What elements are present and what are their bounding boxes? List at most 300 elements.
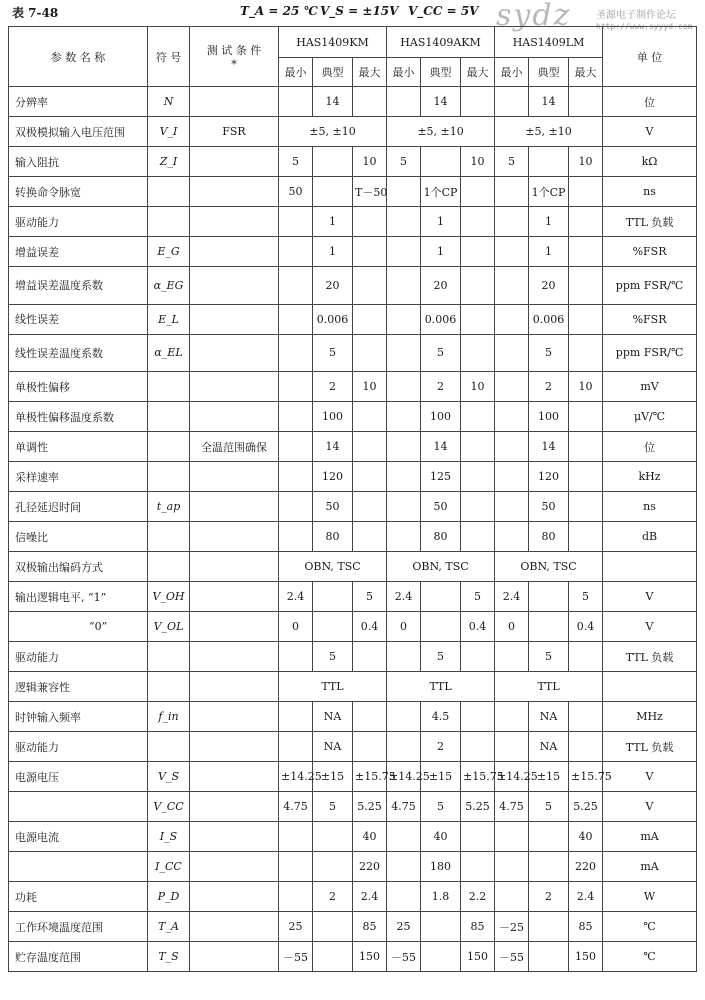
value-cell-akm-typ: 14 (421, 87, 461, 117)
value-cell-km-typ (313, 612, 353, 642)
value-cell-km-typ (313, 822, 353, 852)
value-cell-lm-typ (529, 612, 569, 642)
table-row (9, 147, 697, 177)
value-cell-lm-max (569, 267, 603, 305)
test-condition-cell (190, 334, 279, 372)
value-cell-akm-max: 85 (461, 912, 495, 942)
value-cell-akm-typ: 1 (421, 207, 461, 237)
table-row (9, 612, 697, 642)
value-cell-lm-typ: 1 (529, 207, 569, 237)
value-cell-akm-min (387, 882, 421, 912)
value-cell-km-min (279, 87, 313, 117)
table-row (9, 267, 697, 305)
test-condition-label: 测 试 条 件 (206, 44, 262, 57)
value-cell-lm-max (569, 207, 603, 237)
value-cell-akm-typ: 40 (421, 822, 461, 852)
value-cell-lm-max (569, 334, 603, 372)
value-cell-km-typ: NA (313, 732, 353, 762)
table-row (9, 87, 697, 117)
value-cell-lm-typ (529, 582, 569, 612)
unit-cell: V (603, 762, 697, 792)
unit-cell: mA (603, 822, 697, 852)
value-cell-km-typ: 1 (313, 237, 353, 267)
value-cell-km-max (353, 304, 387, 334)
table-row (9, 882, 697, 912)
value-cell-akm: OBN, TSC (387, 552, 495, 582)
value-cell-akm-max (461, 732, 495, 762)
value-cell-akm-min: 2.4 (387, 582, 421, 612)
value-cell-km-typ: ±15 (313, 762, 353, 792)
table-row (9, 304, 697, 334)
value-cell-lm-typ: 100 (529, 402, 569, 432)
header-row-models (9, 27, 697, 58)
value-cell-km-max (353, 462, 387, 492)
unit-cell: MHz (603, 702, 697, 732)
table-row (9, 492, 697, 522)
table-row (9, 334, 697, 372)
value-cell-akm-max: 5 (461, 582, 495, 612)
value-cell-km-min (279, 304, 313, 334)
value-cell-lm-typ: 14 (529, 432, 569, 462)
symbol-cell (148, 432, 190, 462)
value-cell-km-typ: 14 (313, 87, 353, 117)
value-cell-akm-max (461, 207, 495, 237)
value-cell-lm-typ: 1 (529, 237, 569, 267)
value-cell-lm-min: 5 (495, 147, 529, 177)
table-row (9, 522, 697, 552)
value-cell-akm-typ (421, 147, 461, 177)
value-cell-akm-typ: 14 (421, 432, 461, 462)
param-name-cell: 驱动能力 (9, 642, 148, 672)
table-row (9, 462, 697, 492)
value-cell-km-typ: 120 (313, 462, 353, 492)
value-cell-akm-max (461, 87, 495, 117)
value-cell-lm-typ: 5 (529, 792, 569, 822)
value-cell-km-max (353, 237, 387, 267)
param-name-cell: 功耗 (9, 882, 148, 912)
value-cell-lm-typ: NA (529, 702, 569, 732)
symbol-cell (148, 402, 190, 432)
test-condition-cell (190, 582, 279, 612)
value-cell-km-min: －55 (279, 942, 313, 972)
param-name-cell: 驱动能力 (9, 732, 148, 762)
unit-cell: V (603, 582, 697, 612)
value-cell-akm-typ: 5 (421, 334, 461, 372)
table-row (9, 822, 697, 852)
value-cell-lm: TTL (495, 672, 603, 702)
test-condition-mark: * (231, 58, 237, 71)
test-condition-cell: FSR (190, 117, 279, 147)
condition-vs: V_S = ±15V (320, 4, 399, 18)
value-cell-lm-min (495, 237, 529, 267)
unit-cell: mV (603, 372, 697, 402)
value-cell-akm-min (387, 304, 421, 334)
table-row (9, 117, 697, 147)
value-cell-lm-typ: 120 (529, 462, 569, 492)
test-condition-cell (190, 462, 279, 492)
table-row (9, 672, 697, 702)
value-cell-akm-min (387, 522, 421, 552)
symbol-cell (148, 732, 190, 762)
value-cell-akm-typ (421, 582, 461, 612)
header-param-name: 参 数 名 称 (9, 27, 148, 87)
value-cell-akm-min (387, 822, 421, 852)
symbol-cell: V_CC (148, 792, 190, 822)
symbol-cell: t_ap (148, 492, 190, 522)
value-cell-km-typ: 80 (313, 522, 353, 552)
header-model-lm: HAS1409LM (495, 27, 603, 58)
test-condition-cell (190, 237, 279, 267)
value-cell-km-max: 150 (353, 942, 387, 972)
value-cell-km-max: 85 (353, 912, 387, 942)
value-cell-akm-max: 0.4 (461, 612, 495, 642)
value-cell-lm-max: 5.25 (569, 792, 603, 822)
value-cell-lm-max (569, 402, 603, 432)
value-cell-akm-typ: 50 (421, 492, 461, 522)
table-row (9, 402, 697, 432)
test-condition-cell (190, 207, 279, 237)
value-cell-lm-max (569, 87, 603, 117)
test-condition-cell (190, 147, 279, 177)
table-row (9, 237, 697, 267)
value-cell-akm-typ: 1 (421, 237, 461, 267)
value-cell-lm: ±5, ±10 (495, 117, 603, 147)
param-name-cell: 孔径延迟时间 (9, 492, 148, 522)
value-cell-km-min (279, 462, 313, 492)
symbol-cell: V_I (148, 117, 190, 147)
value-cell-km-min (279, 267, 313, 305)
value-cell-lm-min (495, 462, 529, 492)
value-cell-akm-max (461, 522, 495, 552)
value-cell-akm-max: 10 (461, 372, 495, 402)
symbol-cell: E_L (148, 304, 190, 334)
spec-table (8, 26, 697, 972)
table-row (9, 177, 697, 207)
subcol-typ: 典型 (313, 58, 353, 87)
value-cell-lm-max (569, 462, 603, 492)
test-condition-cell (190, 552, 279, 582)
value-cell-akm: ±5, ±10 (387, 117, 495, 147)
value-cell-lm-min: －25 (495, 912, 529, 942)
value-cell-lm-typ: 80 (529, 522, 569, 552)
value-cell-lm-max (569, 432, 603, 462)
value-cell-lm-min: 2.4 (495, 582, 529, 612)
value-cell-akm-min (387, 267, 421, 305)
value-cell-lm: OBN, TSC (495, 552, 603, 582)
value-cell-km-max (353, 207, 387, 237)
unit-cell: 位 (603, 432, 697, 462)
value-cell-lm-min (495, 432, 529, 462)
value-cell-lm-typ: 5 (529, 642, 569, 672)
value-cell-akm-typ: 1.8 (421, 882, 461, 912)
symbol-cell: N (148, 87, 190, 117)
value-cell-akm-max (461, 822, 495, 852)
unit-cell (603, 552, 697, 582)
condition-vcc: V_CC = 5V (408, 4, 479, 18)
value-cell-km-min (279, 702, 313, 732)
spec-table-body (9, 87, 697, 972)
param-name-cell: 线性误差 (9, 304, 148, 334)
table-row (9, 702, 697, 732)
unit-cell: %FSR (603, 304, 697, 334)
symbol-cell (148, 207, 190, 237)
value-cell-akm-min: 0 (387, 612, 421, 642)
value-cell-akm-max (461, 492, 495, 522)
value-cell-lm-max (569, 492, 603, 522)
value-cell-km-typ: 14 (313, 432, 353, 462)
value-cell-lm-min (495, 207, 529, 237)
value-cell-akm-max (461, 304, 495, 334)
value-cell-akm-min (387, 237, 421, 267)
unit-cell: W (603, 882, 697, 912)
value-cell-akm-min (387, 177, 421, 207)
test-condition-cell (190, 912, 279, 942)
watermark-title: 圣源电子制作论坛 (596, 10, 676, 21)
value-cell-km-max: 2.4 (353, 882, 387, 912)
value-cell-akm-max (461, 334, 495, 372)
value-cell-km-max: 0.4 (353, 612, 387, 642)
value-cell-akm-max (461, 702, 495, 732)
value-cell-km-min (279, 852, 313, 882)
value-cell-km-max (353, 732, 387, 762)
symbol-cell: V_S (148, 762, 190, 792)
value-cell-km-typ: 0.006 (313, 304, 353, 334)
value-cell-km-min: 5 (279, 147, 313, 177)
subcol-typ: 典型 (421, 58, 461, 87)
value-cell-km-min (279, 334, 313, 372)
value-cell-akm-max (461, 267, 495, 305)
value-cell-akm: TTL (387, 672, 495, 702)
table-row (9, 732, 697, 762)
value-cell-akm-typ: 100 (421, 402, 461, 432)
param-name-cell: 信噪比 (9, 522, 148, 552)
param-name-cell: 单极性偏移温度系数 (9, 402, 148, 432)
value-cell-lm-typ (529, 822, 569, 852)
value-cell-km-typ: 5 (313, 642, 353, 672)
unit-cell: TTL 负载 (603, 207, 697, 237)
unit-cell: kHz (603, 462, 697, 492)
header-model-akm: HAS1409AKM (387, 27, 495, 58)
symbol-cell (148, 462, 190, 492)
value-cell-lm-max (569, 304, 603, 334)
value-cell-km-min (279, 402, 313, 432)
subcol-min: 最小 (279, 58, 313, 87)
value-cell-akm-typ (421, 912, 461, 942)
value-cell-akm-max: 10 (461, 147, 495, 177)
unit-cell: ℃ (603, 912, 697, 942)
value-cell-km-min: 25 (279, 912, 313, 942)
param-name-cell: 增益误差温度系数 (9, 267, 148, 305)
symbol-cell: f_in (148, 702, 190, 732)
value-cell-akm-max (461, 852, 495, 882)
symbol-cell (148, 672, 190, 702)
symbol-cell (148, 642, 190, 672)
param-name-cell: 电源电流 (9, 822, 148, 852)
test-condition-cell (190, 402, 279, 432)
value-cell-lm-min: －55 (495, 942, 529, 972)
subcol-max: 最大 (461, 58, 495, 87)
symbol-cell: V_OL (148, 612, 190, 642)
value-cell-lm-min (495, 702, 529, 732)
value-cell-km-max (353, 642, 387, 672)
value-cell-akm-min (387, 432, 421, 462)
value-cell-km-min (279, 492, 313, 522)
value-cell-lm-max: 85 (569, 912, 603, 942)
param-name-cell: 双极模拟输入电压范围 (9, 117, 148, 147)
value-cell-lm-max (569, 177, 603, 207)
value-cell-km-max: 5 (353, 582, 387, 612)
unit-cell: ℃ (603, 942, 697, 972)
test-condition-cell (190, 522, 279, 552)
symbol-cell: I_CC (148, 852, 190, 882)
param-name-cell: 贮存温度范围 (9, 942, 148, 972)
value-cell-lm-min (495, 177, 529, 207)
value-cell-akm-max: 2.2 (461, 882, 495, 912)
unit-cell: V (603, 792, 697, 822)
value-cell-akm-typ: 1个CP (421, 177, 461, 207)
symbol-cell: α_EG (148, 267, 190, 305)
value-cell-lm-min (495, 732, 529, 762)
subcol-typ: 典型 (529, 58, 569, 87)
value-cell-lm-typ: 1个CP (529, 177, 569, 207)
param-name-cell: 分辨率 (9, 87, 148, 117)
value-cell-akm-typ: 20 (421, 267, 461, 305)
value-cell-lm-typ: 14 (529, 87, 569, 117)
value-cell-km-min: 0 (279, 612, 313, 642)
value-cell-lm-min (495, 852, 529, 882)
param-name-cell: 线性误差温度系数 (9, 334, 148, 372)
value-cell-lm-typ (529, 942, 569, 972)
unit-cell: ppm FSR/℃ (603, 267, 697, 305)
value-cell-akm-max: 150 (461, 942, 495, 972)
test-condition-cell (190, 267, 279, 305)
value-cell-lm-typ (529, 852, 569, 882)
value-cell-lm-typ: NA (529, 732, 569, 762)
header-test-condition (190, 27, 279, 87)
value-cell-akm-min (387, 207, 421, 237)
value-cell-lm-min: 0 (495, 612, 529, 642)
value-cell-km-max: 5.25 (353, 792, 387, 822)
value-cell-km-max: 10 (353, 372, 387, 402)
value-cell-akm-typ: 5 (421, 792, 461, 822)
value-cell-km-max (353, 267, 387, 305)
value-cell-km: ±5, ±10 (279, 117, 387, 147)
test-condition-cell (190, 822, 279, 852)
value-cell-akm-min (387, 402, 421, 432)
value-cell-lm-typ: 0.006 (529, 304, 569, 334)
test-condition-cell (190, 304, 279, 334)
value-cell-lm-min: 4.75 (495, 792, 529, 822)
table-row (9, 552, 697, 582)
test-condition-cell (190, 882, 279, 912)
symbol-cell (148, 372, 190, 402)
value-cell-km-max: 40 (353, 822, 387, 852)
param-name-cell: 工作环境温度范围 (9, 912, 148, 942)
value-cell-km-min (279, 432, 313, 462)
value-cell-km-typ: 5 (313, 334, 353, 372)
unit-cell: mA (603, 852, 697, 882)
value-cell-km-max: 220 (353, 852, 387, 882)
value-cell-lm-min (495, 304, 529, 334)
test-condition-cell (190, 177, 279, 207)
value-cell-akm-min (387, 372, 421, 402)
table-row (9, 792, 697, 822)
value-cell-km-min (279, 732, 313, 762)
value-cell-akm-min: 5 (387, 147, 421, 177)
value-cell-lm-typ (529, 147, 569, 177)
value-cell-akm-max (461, 177, 495, 207)
symbol-cell: I_S (148, 822, 190, 852)
value-cell-lm-min (495, 522, 529, 552)
test-condition-cell (190, 852, 279, 882)
value-cell-lm-min (495, 642, 529, 672)
value-cell-akm-min: 4.75 (387, 792, 421, 822)
symbol-cell (148, 177, 190, 207)
value-cell-km-min (279, 207, 313, 237)
value-cell-akm-typ (421, 942, 461, 972)
value-cell-km-typ (313, 852, 353, 882)
param-name-cell: 双极输出编码方式 (9, 552, 148, 582)
subcol-min: 最小 (387, 58, 421, 87)
test-condition-cell: 全温范围确保 (190, 432, 279, 462)
value-cell-lm-min (495, 334, 529, 372)
value-cell-lm-min (495, 372, 529, 402)
value-cell-lm-max: 2.4 (569, 882, 603, 912)
table-row (9, 372, 697, 402)
value-cell-lm-min: ±14.25 (495, 762, 529, 792)
value-cell-akm-min (387, 334, 421, 372)
table-row (9, 942, 697, 972)
value-cell-lm-min (495, 402, 529, 432)
value-cell-km-max: ±15.75 (353, 762, 387, 792)
value-cell-km-typ: NA (313, 702, 353, 732)
param-name-cell: 电源电压 (9, 762, 148, 792)
value-cell-km-max: 10 (353, 147, 387, 177)
value-cell-akm-max (461, 462, 495, 492)
value-cell-lm-max: ±15.75 (569, 762, 603, 792)
value-cell-lm-max (569, 732, 603, 762)
value-cell-akm-min (387, 87, 421, 117)
value-cell-lm-max: 150 (569, 942, 603, 972)
value-cell-km-typ: 20 (313, 267, 353, 305)
value-cell-km-min (279, 882, 313, 912)
value-cell-km-max (353, 522, 387, 552)
value-cell-lm-max (569, 237, 603, 267)
value-cell-km-typ (313, 912, 353, 942)
table-label: 表 7-48 (12, 6, 59, 20)
symbol-cell: P_D (148, 882, 190, 912)
value-cell-km-min (279, 822, 313, 852)
value-cell-km-max (353, 702, 387, 732)
value-cell-km-typ: 5 (313, 792, 353, 822)
value-cell-lm-typ: ±15 (529, 762, 569, 792)
value-cell-km-max (353, 432, 387, 462)
symbol-cell: Z_I (148, 147, 190, 177)
test-condition-cell (190, 702, 279, 732)
value-cell-lm-typ: 50 (529, 492, 569, 522)
value-cell-akm-min (387, 462, 421, 492)
value-cell-akm-max (461, 642, 495, 672)
value-cell-lm-max: 40 (569, 822, 603, 852)
param-name-cell: 驱动能力 (9, 207, 148, 237)
value-cell-km: OBN, TSC (279, 552, 387, 582)
value-cell-lm-min (495, 882, 529, 912)
value-cell-akm-max: ±15.75 (461, 762, 495, 792)
value-cell-akm-typ: 125 (421, 462, 461, 492)
value-cell-km-max: T－50 (353, 177, 387, 207)
unit-cell: %FSR (603, 237, 697, 267)
value-cell-lm-max: 10 (569, 147, 603, 177)
